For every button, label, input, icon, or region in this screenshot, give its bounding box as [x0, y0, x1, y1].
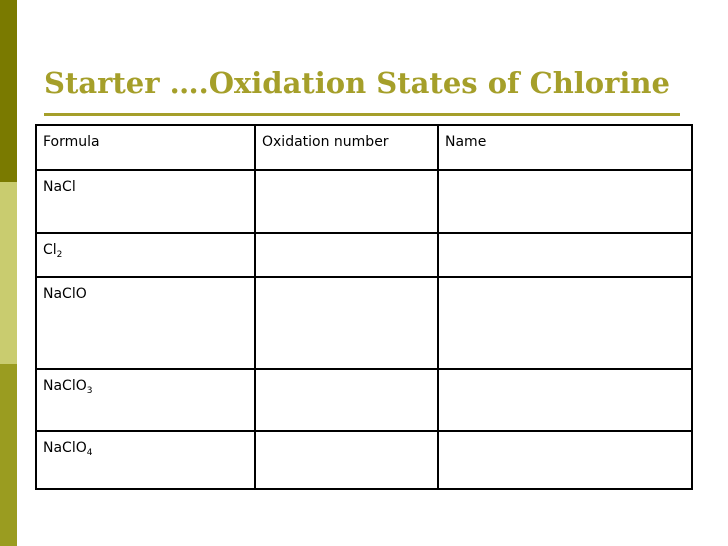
name-cell [438, 431, 692, 489]
strip-segment-dark [0, 0, 17, 182]
formula-text: NaClO [43, 440, 87, 456]
oxidation-number-cell [255, 170, 438, 233]
formula-subscript: 2 [56, 250, 63, 260]
formula-cell [36, 431, 255, 489]
strip-segment-light [0, 182, 17, 364]
name-cell [438, 277, 692, 369]
formula-text: NaCl [43, 179, 76, 195]
formula-text: Cl [43, 242, 57, 258]
formula-subscript: 4 [86, 448, 93, 458]
strip-segment-mid [0, 364, 17, 546]
name-cell [438, 233, 692, 277]
table-header-row [36, 125, 692, 170]
table-row [36, 170, 692, 233]
slide-title: Starter ….Oxidation States of Chlorine [44, 66, 670, 100]
name-cell [438, 170, 692, 233]
table-row [36, 233, 692, 277]
side-accent-strip [0, 0, 17, 546]
oxidation-number-cell [255, 431, 438, 489]
table-row [36, 431, 692, 489]
header-name: Name [438, 125, 692, 170]
formula-cell [36, 233, 255, 277]
oxidation-number-cell [255, 369, 438, 431]
formula-cell [36, 170, 255, 233]
header-formula: Formula [36, 125, 255, 170]
formula-subscript: 3 [86, 386, 93, 396]
formula-cell [36, 277, 255, 369]
oxidation-number-cell [255, 233, 438, 277]
table-row [36, 369, 692, 431]
formula-text: NaClO [43, 378, 87, 394]
oxidation-states-table [35, 124, 693, 490]
name-cell [438, 369, 692, 431]
oxidation-number-cell [255, 277, 438, 369]
header-oxidation-number: Oxidation number [255, 125, 438, 170]
title-underline [44, 113, 680, 116]
formula-text: NaClO [43, 286, 87, 302]
table-row [36, 277, 692, 369]
formula-cell [36, 369, 255, 431]
